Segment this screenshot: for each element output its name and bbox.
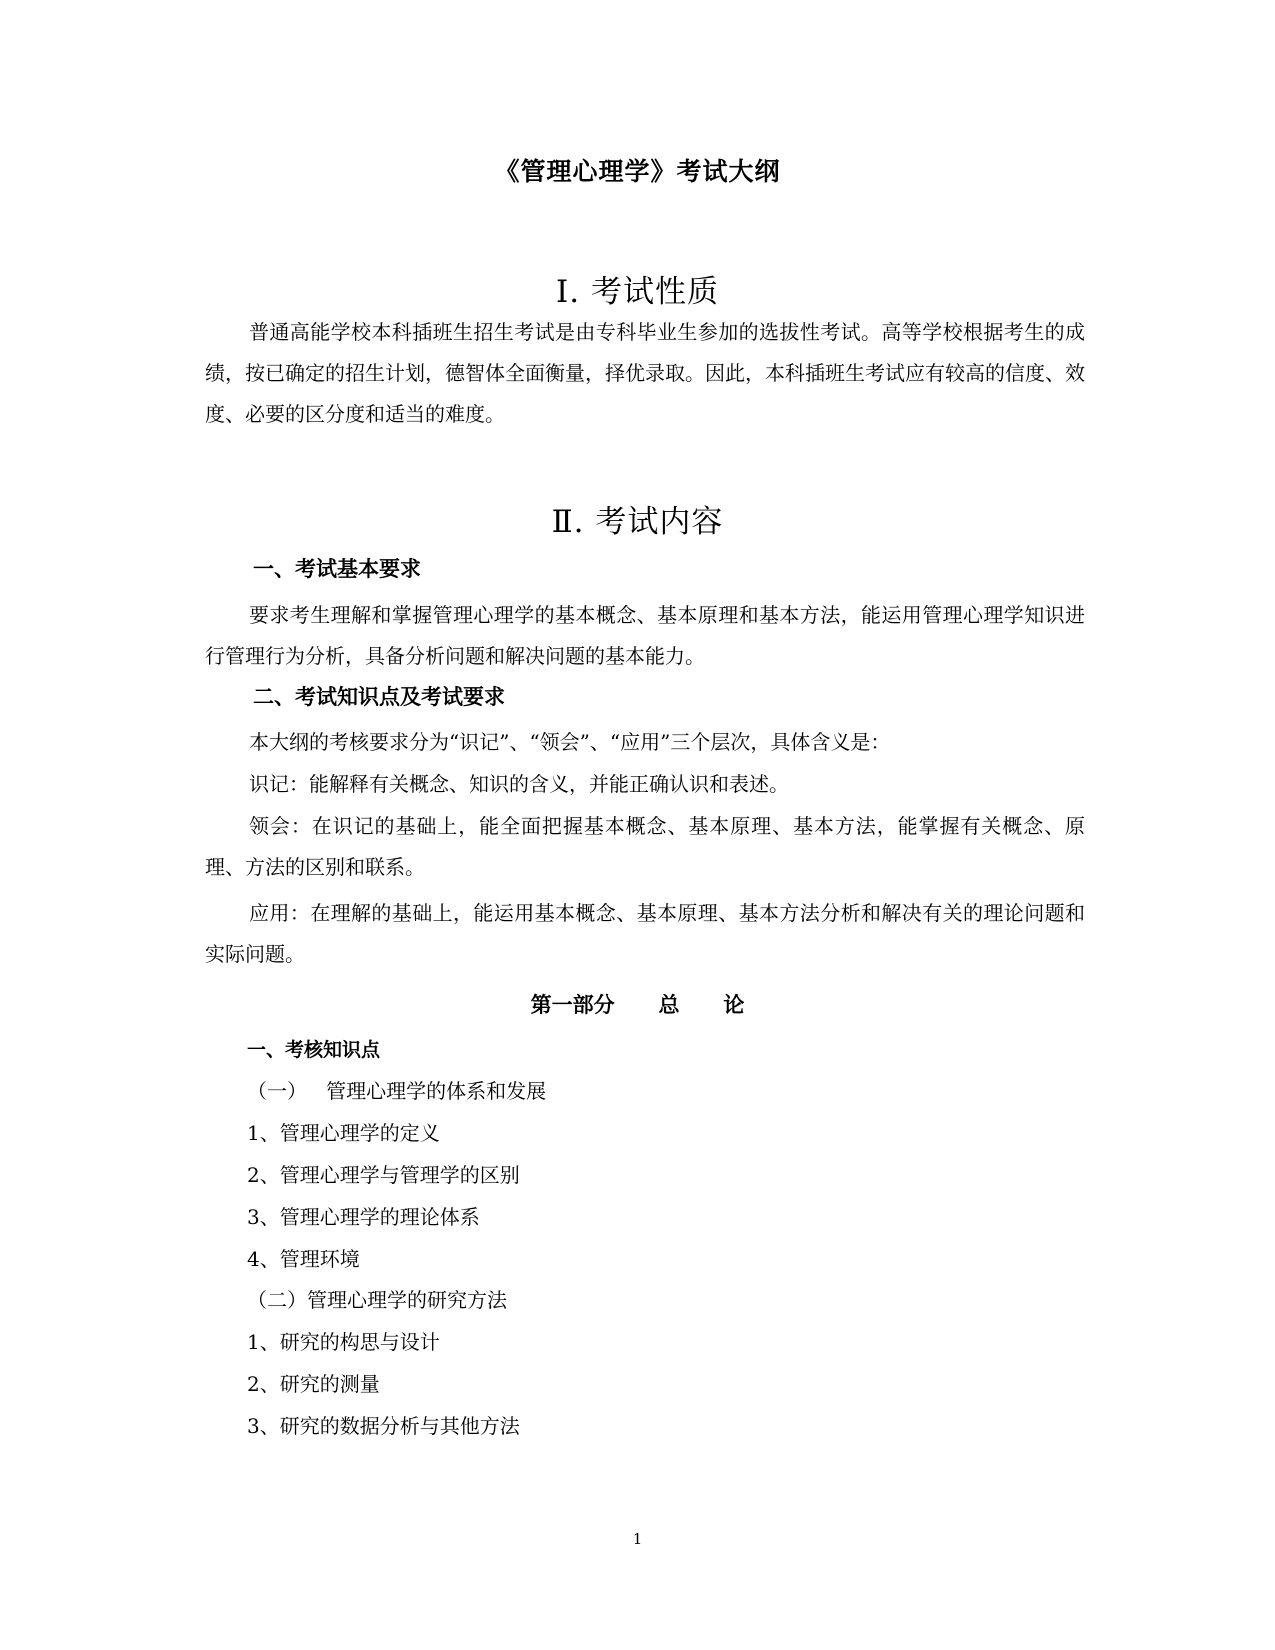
knowledge-item: 3、管理心理学的理论体系 [247, 1205, 480, 1229]
assessment-levels-intro: 本大纲的考核要求分为“识记”、“领会”、“应用”三个层次，具体含义是： [249, 730, 891, 754]
knowledge-item: （二）管理心理学的研究方法 [247, 1288, 507, 1312]
level-apply-definition: 应用：在理解的基础上，能运用基本概念、基本原理、基本方法分析和解决有关的理论问题和实际问题。 [205, 901, 1085, 966]
knowledge-item: 2、管理心理学与管理学的区别 [247, 1163, 520, 1187]
knowledge-item: 2、研究的测量 [247, 1372, 380, 1396]
page-number: 1 [632, 1530, 643, 1548]
subheading-knowledge-points: 二、考试知识点及考试要求 [253, 685, 505, 709]
part-one-title: 第一部分 总 论 [530, 993, 745, 1017]
exam-nature-paragraph: 普通高能学校本科插班生招生考试是由专科毕业生参加的选拔性考试。高等学校根据考生的成绩，按已确定的招生计划，德智体全面衡量，择优录取。因此，本科插班生考试应有较高的信度、效度、必要的区分度和适当的难度。 [205, 320, 1085, 426]
level-recall-definition: 识记：能解释有关概念、知识的含义，并能正确认识和表述。 [249, 772, 789, 796]
knowledge-item: 1、研究的构思与设计 [247, 1330, 440, 1354]
level-comprehend-definition: 领会：在识记的基础上，能全面把握基本概念、基本原理、基本方法，能掌握有关概念、原理、方法的区别和联系。 [205, 814, 1085, 879]
knowledge-item: 1、管理心理学的定义 [247, 1121, 440, 1145]
knowledge-item: 4、管理环境 [247, 1247, 360, 1271]
knowledge-item: 3、研究的数据分析与其他方法 [247, 1414, 520, 1438]
subheading-basic-requirements: 一、考试基本要求 [253, 557, 421, 581]
document-title: 《管理心理学》考试大纲 [494, 157, 781, 186]
section-heading-exam-content: Ⅱ. 考试内容 [551, 504, 724, 540]
basic-requirements-paragraph: 要求考生理解和掌握管理心理学的基本概念、基本原理和基本方法，能运用管理心理学知识进行管理行为分析，具备分析问题和解决问题的基本能力。 [205, 603, 1085, 668]
knowledge-points-heading: 一、考核知识点 [247, 1039, 381, 1061]
section-heading-exam-nature: Ⅰ. 考试性质 [556, 274, 719, 310]
knowledge-item: （一） 管理心理学的体系和发展 [247, 1079, 547, 1103]
